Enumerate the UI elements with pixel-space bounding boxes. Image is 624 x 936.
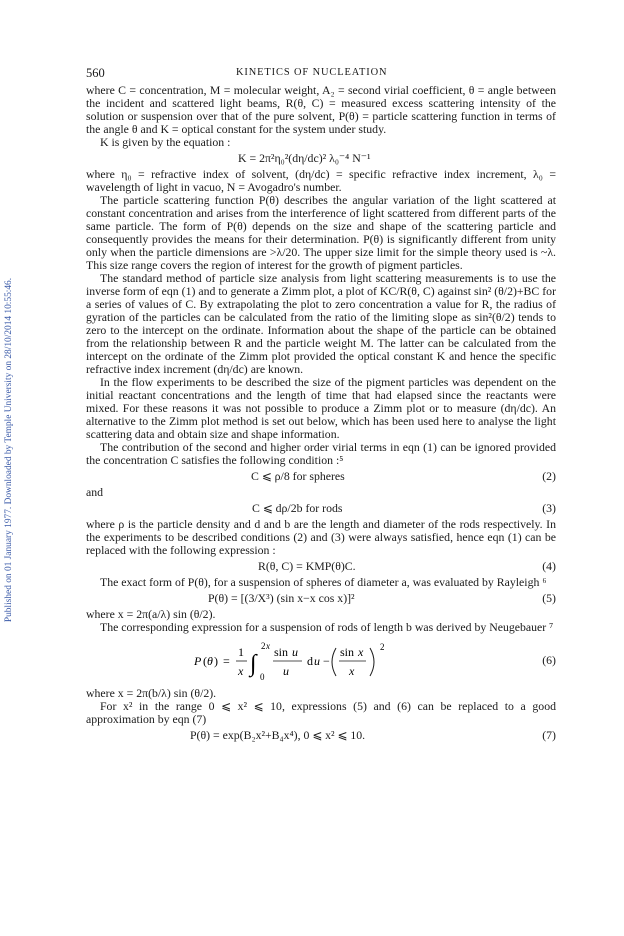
equation-4-number: (4): [542, 559, 556, 573]
svg-text:d: d: [307, 654, 313, 668]
page-body: [86, 84, 556, 745]
svg-text:sin: sin: [274, 645, 289, 659]
paragraph-scattering-function: The particle scattering function P(θ) describes the angular variation of the light scattered at constant concentration and arises from the interference of light scattered from different parts of the same particle. The form of P(θ) depends on the size and shape of the scattering particle and consequently provides the means for their determination. P(θ) is significantly different from unity only when the particle dimensions are >λ/20. The upper size limit for the simple theory used is ~λ. This size range covers the region of interest for the growth of pigment particles.: [86, 193, 556, 272]
running-title: KINETICS OF NUCLEATION: [236, 67, 388, 78]
svg-text:sin: sin: [340, 645, 355, 659]
equation-7-number: (7): [542, 728, 556, 742]
paragraph-x-spheres: where x = 2π(a/λ) sin (θ/2).: [86, 607, 216, 621]
svg-text:P: P: [194, 654, 202, 668]
paragraph-rayleigh: The exact form of P(θ), for a suspension of spheres of diameter a, was evaluated by Rayleigh ⁶: [100, 575, 547, 589]
svg-text:1: 1: [238, 645, 244, 659]
paragraph-density: where ρ is the particle density and d and b are the length and diameter of the rods respectively. In the experiments to be described conditions (2) and (3) were always satisfied, hence eqn (1) can be replaced with the following expression :: [86, 517, 556, 557]
svg-text:θ: θ: [207, 654, 213, 668]
equation-2-number: (2): [542, 469, 556, 483]
paragraph-flow-experiments: In the flow experiments to be described the size of the pigment particles was dependent on the initial reactant concentrations and the length of time that had elapsed since the reactants were mixed. For these reasons it was not possible to produce a Zimm plot or to measure (dη/dc). An alternative to the Zimm plot method is set out below, which has been used here to analyse the light scattering data and obtain size and shape information.: [86, 375, 556, 441]
equation-6-graphic: [194, 640, 454, 682]
equation-5: [86, 592, 556, 606]
equation-6-number: (6): [542, 653, 556, 667]
page-number: 560: [86, 66, 105, 80]
side-stamp-text: Published on 01 January 1977. Downloaded by Temple University on 28/10/2014 10:55:46.: [4, 277, 14, 623]
equation-7-text: P(θ) = exp(B₂x²+B₄x⁴), 0 ⩽ x² ⩽ 10.: [190, 728, 366, 742]
svg-text:2: 2: [380, 642, 385, 652]
equation-5-text: P(θ) = [(3/X³) (sin x−x cos x)]²: [208, 591, 355, 605]
svg-text:x: x: [349, 664, 355, 678]
side-download-stamp: [2, 150, 16, 750]
svg-text:x: x: [238, 664, 244, 678]
svg-text:−: −: [323, 654, 330, 668]
paragraph-definitions: where C = concentration, M = molecular weight, A₂ = second virial coefficient, θ = angle between the incident and scattered light beams, R(θ, C) = measured excess scattering intensity of the solution or suspension over that of the pure solvent, P(θ) = particle scattering function in terms of the angle θ and K = optical constant for the system under study.: [86, 83, 556, 136]
svg-text:x: x: [358, 645, 364, 659]
paragraph-zimm-plot: The standard method of particle size analysis from light scattering measurements is to use the inverse form of eqn (1) and to generate a Zimm plot, a plot of KC/R(θ, C) against sin² (θ/2)+BC for a series of values of C. By extrapolating the plot to zero concentration a value for R, the radius of gyration of the particles can be calculated from the ratio of the limiting slope as sin²(θ/2) tends to zero to the intercept on the ordinate. Information about the shape of the particle can be obtained from the relationship between R and the particle weight M. The latter can be calculated from the intercept on the ordinate of the Zimm plot provided the optical constant K and hence the specific refractive index increment (dη/dc) are known.: [86, 271, 556, 376]
svg-text:u: u: [292, 645, 298, 659]
paragraph-symbols: where η₀ = refractive index of solvent, (dη/dc) = specific refractive index increment, λ₀ = wavelength of light in vacuo, N = Avogadro's number.: [86, 167, 556, 194]
equation-6-text: [194, 640, 454, 685]
paragraph-approximation: For x² in the range 0 ⩽ x² ⩽ 10, expressions (5) and (6) can be replaced to a good approximation by eqn (7): [86, 699, 556, 726]
equation-2: [86, 470, 556, 484]
svg-text:∫: ∫: [250, 651, 257, 677]
equation-7: [86, 729, 556, 743]
paragraph-virial: The contribution of the second and higher order virial terms in eqn (1) can be ignored provided the concentration C satisfies the following condition :⁵: [86, 440, 556, 467]
paragraph-x-rods: where x = 2π(b/λ) sin (θ/2).: [86, 686, 217, 700]
svg-text:u: u: [283, 664, 289, 678]
paragraph-neugebauer: The corresponding expression for a suspension of rods of length b was derived by Neugebauer ⁷: [100, 620, 554, 634]
equation-4-text: R(θ, C) = KMP(θ)C.: [258, 559, 356, 573]
equation-2-text: C ⩽ ρ/8 for spheres: [251, 469, 345, 483]
equation-5-number: (5): [542, 591, 556, 605]
paragraph-and: and: [86, 485, 104, 499]
svg-text:=: =: [223, 654, 230, 668]
equation-k-text: K = 2π²η₀²(dη/dc)² λ₀⁻⁴ N⁻¹: [238, 151, 371, 165]
equation-3: [86, 502, 556, 516]
svg-text:(: (: [203, 654, 207, 668]
equation-3-number: (3): [542, 501, 556, 515]
svg-text:2: 2: [261, 641, 266, 651]
equation-3-text: C ⩽ dρ/2b for rods: [252, 501, 343, 515]
paragraph-k-intro: K is given by the equation :: [100, 135, 231, 149]
equation-4: [86, 560, 556, 574]
equation-6: [86, 638, 556, 682]
svg-text:x: x: [266, 641, 270, 651]
svg-text:u: u: [314, 654, 320, 668]
svg-text:0: 0: [260, 672, 265, 682]
equation-k: [86, 152, 556, 166]
svg-text:): ): [214, 654, 218, 668]
